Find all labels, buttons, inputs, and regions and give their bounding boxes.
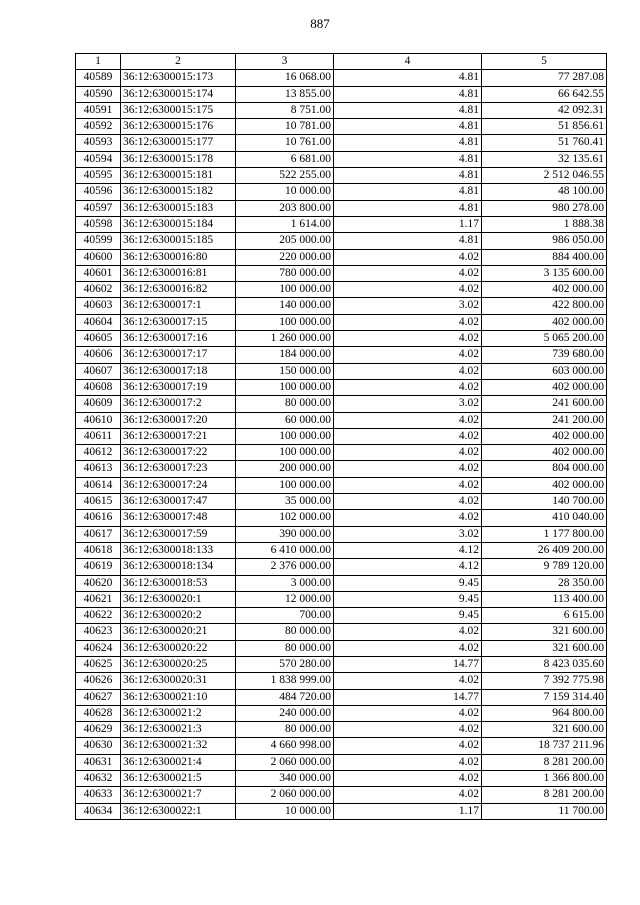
cadastral-number-cell: 36:12:6300017:15: [121, 314, 236, 330]
area-cell: 150 000.00: [236, 363, 334, 379]
table-row: [76, 86, 607, 102]
value-cell: 9 789 120.00: [482, 559, 607, 575]
table-row: [76, 477, 607, 493]
cadastral-number-cell: 36:12:6300017:48: [121, 510, 236, 526]
table-row: [76, 787, 607, 803]
cadastral-number-cell: 36:12:6300017:20: [121, 412, 236, 428]
header-cell-5: 5: [482, 54, 607, 70]
area-cell: 200 000.00: [236, 461, 334, 477]
cadastral-number-cell: 36:12:6300021:2: [121, 705, 236, 721]
table-row: [76, 233, 607, 249]
row-number-cell: 40628: [76, 705, 121, 721]
table-row: [76, 282, 607, 298]
table-row: [76, 428, 607, 444]
cadastral-number-cell: 36:12:6300015:184: [121, 216, 236, 232]
value-cell: 28 350.00: [482, 575, 607, 591]
row-number-cell: 40620: [76, 575, 121, 591]
cadastral-number-cell: 36:12:6300015:176: [121, 119, 236, 135]
rate-cell: 9.45: [334, 575, 482, 591]
table-row: [76, 298, 607, 314]
rate-cell: 4.02: [334, 510, 482, 526]
cadastral-number-cell: 36:12:6300017:18: [121, 363, 236, 379]
area-cell: 10 000.00: [236, 803, 334, 819]
cadastral-number-cell: 36:12:6300015:182: [121, 184, 236, 200]
area-cell: 80 000.00: [236, 640, 334, 656]
cadastral-number-cell: 36:12:6300020:21: [121, 624, 236, 640]
row-number-cell: 40623: [76, 624, 121, 640]
area-cell: 80 000.00: [236, 396, 334, 412]
value-cell: 8 423 035.60: [482, 656, 607, 672]
row-number-cell: 40631: [76, 754, 121, 770]
area-cell: 10 000.00: [236, 184, 334, 200]
cadastral-number-cell: 36:12:6300017:59: [121, 526, 236, 542]
rate-cell: 4.02: [334, 754, 482, 770]
row-number-cell: 40624: [76, 640, 121, 656]
row-number-cell: 40605: [76, 331, 121, 347]
cadastral-number-cell: 36:12:6300017:2: [121, 396, 236, 412]
area-cell: 570 280.00: [236, 656, 334, 672]
table-row: [76, 412, 607, 428]
table-row: [76, 754, 607, 770]
header-row: [76, 54, 607, 70]
cadastral-number-cell: 36:12:6300021:32: [121, 738, 236, 754]
row-number-cell: 40634: [76, 803, 121, 819]
row-number-cell: 40625: [76, 656, 121, 672]
cadastral-number-cell: 36:12:6300015:175: [121, 102, 236, 118]
area-cell: 100 000.00: [236, 282, 334, 298]
area-cell: 100 000.00: [236, 477, 334, 493]
row-number-cell: 40612: [76, 445, 121, 461]
header-cell-4: 4: [334, 54, 482, 70]
rate-cell: 4.02: [334, 673, 482, 689]
value-cell: 241 200.00: [482, 412, 607, 428]
table-row: [76, 591, 607, 607]
table-row: [76, 461, 607, 477]
row-number-cell: 40600: [76, 249, 121, 265]
value-cell: 980 278.00: [482, 200, 607, 216]
cadastral-number-cell: 36:12:6300016:82: [121, 282, 236, 298]
table-row: [76, 184, 607, 200]
page-number: 887: [310, 16, 330, 31]
cadastral-number-cell: 36:12:6300015:183: [121, 200, 236, 216]
cadastral-number-cell: 36:12:6300017:17: [121, 347, 236, 363]
area-cell: 100 000.00: [236, 379, 334, 395]
table-row: [76, 542, 607, 558]
rate-cell: 4.02: [334, 705, 482, 721]
table-row: [76, 249, 607, 265]
row-number-cell: 40592: [76, 119, 121, 135]
value-cell: 32 135.61: [482, 151, 607, 167]
cadastral-number-cell: 36:12:6300015:185: [121, 233, 236, 249]
rate-cell: 4.02: [334, 363, 482, 379]
rate-cell: 4.81: [334, 70, 482, 86]
value-cell: 1 888.38: [482, 216, 607, 232]
row-number-cell: 40595: [76, 168, 121, 184]
table-row: [76, 640, 607, 656]
row-number-cell: 40603: [76, 298, 121, 314]
value-cell: 804 000.00: [482, 461, 607, 477]
table-row: [76, 168, 607, 184]
area-cell: 16 068.00: [236, 70, 334, 86]
table-row: [76, 705, 607, 721]
area-cell: 100 000.00: [236, 314, 334, 330]
row-number-cell: 40596: [76, 184, 121, 200]
cadastral-number-cell: 36:12:6300017:1: [121, 298, 236, 314]
area-cell: 80 000.00: [236, 624, 334, 640]
rate-cell: 4.12: [334, 559, 482, 575]
table-row: [76, 363, 607, 379]
area-cell: 2 376 000.00: [236, 559, 334, 575]
cadastral-number-cell: 36:12:6300021:7: [121, 787, 236, 803]
cadastral-number-cell: 36:12:6300022:1: [121, 803, 236, 819]
rate-cell: 4.02: [334, 445, 482, 461]
table-row: [76, 738, 607, 754]
row-number-cell: 40617: [76, 526, 121, 542]
row-number-cell: 40630: [76, 738, 121, 754]
area-cell: 102 000.00: [236, 510, 334, 526]
cadastral-number-cell: 36:12:6300020:2: [121, 608, 236, 624]
row-number-cell: 40599: [76, 233, 121, 249]
value-cell: 986 050.00: [482, 233, 607, 249]
cadastral-number-cell: 36:12:6300015:173: [121, 70, 236, 86]
table-row: [76, 673, 607, 689]
area-cell: 1 260 000.00: [236, 331, 334, 347]
value-cell: 603 000.00: [482, 363, 607, 379]
area-cell: 1 838 999.00: [236, 673, 334, 689]
rate-cell: 4.02: [334, 314, 482, 330]
table-row: [76, 151, 607, 167]
rate-cell: 4.81: [334, 151, 482, 167]
area-cell: 13 855.00: [236, 86, 334, 102]
table-row: [76, 689, 607, 705]
value-cell: 18 737 211.96: [482, 738, 607, 754]
rate-cell: 4.81: [334, 135, 482, 151]
cadastral-number-cell: 36:12:6300021:10: [121, 689, 236, 705]
cadastral-number-cell: 36:12:6300017:23: [121, 461, 236, 477]
area-cell: 8 751.00: [236, 102, 334, 118]
rate-cell: 4.02: [334, 640, 482, 656]
cadastral-number-cell: 36:12:6300020:25: [121, 656, 236, 672]
header-cell-3: 3: [236, 54, 334, 70]
row-number-cell: 40589: [76, 70, 121, 86]
rate-cell: 4.81: [334, 119, 482, 135]
value-cell: 1 177 800.00: [482, 526, 607, 542]
rate-cell: 1.17: [334, 803, 482, 819]
rate-cell: 4.02: [334, 787, 482, 803]
table-row: [76, 119, 607, 135]
cadastral-number-cell: 36:12:6300018:134: [121, 559, 236, 575]
cadastral-number-cell: 36:12:6300015:174: [121, 86, 236, 102]
table-row: [76, 314, 607, 330]
value-cell: 66 642.55: [482, 86, 607, 102]
table-row: [76, 494, 607, 510]
row-number-cell: 40613: [76, 461, 121, 477]
cadastral-number-cell: 36:12:6300017:22: [121, 445, 236, 461]
rate-cell: 9.45: [334, 608, 482, 624]
table-row: [76, 379, 607, 395]
area-cell: 10 781.00: [236, 119, 334, 135]
table-row: [76, 70, 607, 86]
rate-cell: 4.02: [334, 428, 482, 444]
cadastral-number-cell: 36:12:6300018:133: [121, 542, 236, 558]
rate-cell: 3.02: [334, 396, 482, 412]
value-cell: 51 760.41: [482, 135, 607, 151]
row-number-cell: 40632: [76, 771, 121, 787]
rate-cell: 4.81: [334, 86, 482, 102]
rate-cell: 4.02: [334, 771, 482, 787]
rate-cell: 4.02: [334, 265, 482, 281]
cadastral-number-cell: 36:12:6300020:31: [121, 673, 236, 689]
table-row: [76, 526, 607, 542]
value-cell: 241 600.00: [482, 396, 607, 412]
value-cell: 321 600.00: [482, 640, 607, 656]
value-cell: 7 159 314.40: [482, 689, 607, 705]
row-number-cell: 40606: [76, 347, 121, 363]
cadastral-number-cell: 36:12:6300021:4: [121, 754, 236, 770]
value-cell: 7 392 775.98: [482, 673, 607, 689]
rate-cell: 4.02: [334, 461, 482, 477]
rate-cell: 4.81: [334, 184, 482, 200]
rate-cell: 4.81: [334, 102, 482, 118]
table-row: [76, 656, 607, 672]
row-number-cell: 40616: [76, 510, 121, 526]
row-number-cell: 40627: [76, 689, 121, 705]
value-cell: 51 856.61: [482, 119, 607, 135]
area-cell: 3 000.00: [236, 575, 334, 591]
value-cell: 6 615.00: [482, 608, 607, 624]
row-number-cell: 40609: [76, 396, 121, 412]
value-cell: 8 281 200.00: [482, 787, 607, 803]
rate-cell: 14.77: [334, 656, 482, 672]
row-number-cell: 40597: [76, 200, 121, 216]
value-cell: 42 092.31: [482, 102, 607, 118]
row-number-cell: 40602: [76, 282, 121, 298]
value-cell: 321 600.00: [482, 624, 607, 640]
area-cell: 60 000.00: [236, 412, 334, 428]
area-cell: 780 000.00: [236, 265, 334, 281]
value-cell: 964 800.00: [482, 705, 607, 721]
row-number-cell: 40607: [76, 363, 121, 379]
area-cell: 10 761.00: [236, 135, 334, 151]
rate-cell: 4.81: [334, 168, 482, 184]
row-number-cell: 40608: [76, 379, 121, 395]
table-row: [76, 803, 607, 819]
value-cell: 48 100.00: [482, 184, 607, 200]
cadastral-number-cell: 36:12:6300015:181: [121, 168, 236, 184]
row-number-cell: 40598: [76, 216, 121, 232]
value-cell: 321 600.00: [482, 722, 607, 738]
cadastral-number-cell: 36:12:6300015:178: [121, 151, 236, 167]
table-row: [76, 265, 607, 281]
rate-cell: 4.02: [334, 379, 482, 395]
row-number-cell: 40593: [76, 135, 121, 151]
rate-cell: 4.81: [334, 200, 482, 216]
area-cell: 35 000.00: [236, 494, 334, 510]
area-cell: 220 000.00: [236, 249, 334, 265]
cadastral-number-cell: 36:12:6300016:80: [121, 249, 236, 265]
cadastral-number-cell: 36:12:6300017:47: [121, 494, 236, 510]
rate-cell: 4.02: [334, 494, 482, 510]
cadastral-number-cell: 36:12:6300017:21: [121, 428, 236, 444]
area-cell: 100 000.00: [236, 428, 334, 444]
value-cell: 402 000.00: [482, 428, 607, 444]
table-row: [76, 624, 607, 640]
table-row: [76, 200, 607, 216]
value-cell: 422 800.00: [482, 298, 607, 314]
row-number-cell: 40626: [76, 673, 121, 689]
cadastral-number-cell: 36:12:6300021:3: [121, 722, 236, 738]
row-number-cell: 40604: [76, 314, 121, 330]
area-cell: 80 000.00: [236, 722, 334, 738]
cadastral-number-cell: 36:12:6300020:1: [121, 591, 236, 607]
cadastral-number-cell: 36:12:6300017:16: [121, 331, 236, 347]
row-number-cell: 40591: [76, 102, 121, 118]
table-row: [76, 396, 607, 412]
table-row: [76, 102, 607, 118]
rate-cell: 4.81: [334, 233, 482, 249]
header-cell-2: 2: [121, 54, 236, 70]
data-table: [75, 53, 607, 820]
rate-cell: 4.12: [334, 542, 482, 558]
table-row: [76, 608, 607, 624]
table-row: [76, 575, 607, 591]
rate-cell: 3.02: [334, 298, 482, 314]
cadastral-number-cell: 36:12:6300021:5: [121, 771, 236, 787]
table-row: [76, 216, 607, 232]
area-cell: 6 410 000.00: [236, 542, 334, 558]
row-number-cell: 40629: [76, 722, 121, 738]
cadastral-number-cell: 36:12:6300015:177: [121, 135, 236, 151]
row-number-cell: 40633: [76, 787, 121, 803]
area-cell: 1 614.00: [236, 216, 334, 232]
value-cell: 410 040.00: [482, 510, 607, 526]
rate-cell: 14.77: [334, 689, 482, 705]
rate-cell: 1.17: [334, 216, 482, 232]
rate-cell: 9.45: [334, 591, 482, 607]
value-cell: 402 000.00: [482, 379, 607, 395]
table-header: [76, 54, 607, 70]
area-cell: 340 000.00: [236, 771, 334, 787]
area-cell: 522 255.00: [236, 168, 334, 184]
cadastral-number-cell: 36:12:6300017:24: [121, 477, 236, 493]
value-cell: 739 680.00: [482, 347, 607, 363]
cadastral-number-cell: 36:12:6300018:53: [121, 575, 236, 591]
row-number-cell: 40590: [76, 86, 121, 102]
value-cell: 402 000.00: [482, 314, 607, 330]
rate-cell: 4.02: [334, 738, 482, 754]
area-cell: 2 060 000.00: [236, 787, 334, 803]
rate-cell: 4.02: [334, 331, 482, 347]
area-cell: 4 660 998.00: [236, 738, 334, 754]
row-number-cell: 40601: [76, 265, 121, 281]
table-body: [76, 70, 607, 820]
area-cell: 2 060 000.00: [236, 754, 334, 770]
area-cell: 140 000.00: [236, 298, 334, 314]
table-row: [76, 445, 607, 461]
rate-cell: 4.02: [334, 722, 482, 738]
cadastral-number-cell: 36:12:6300020:22: [121, 640, 236, 656]
cadastral-number-cell: 36:12:6300016:81: [121, 265, 236, 281]
table-row: [76, 722, 607, 738]
rate-cell: 4.02: [334, 249, 482, 265]
value-cell: 1 366 800.00: [482, 771, 607, 787]
area-cell: 240 000.00: [236, 705, 334, 721]
table-row: [76, 510, 607, 526]
value-cell: 113 400.00: [482, 591, 607, 607]
cadastral-number-cell: 36:12:6300017:19: [121, 379, 236, 395]
row-number-cell: 40610: [76, 412, 121, 428]
header-cell-1: 1: [76, 54, 121, 70]
area-cell: 6 681.00: [236, 151, 334, 167]
area-cell: 100 000.00: [236, 445, 334, 461]
row-number-cell: 40619: [76, 559, 121, 575]
value-cell: 884 400.00: [482, 249, 607, 265]
row-number-cell: 40611: [76, 428, 121, 444]
rate-cell: 3.02: [334, 526, 482, 542]
value-cell: 2 512 046.55: [482, 168, 607, 184]
value-cell: 140 700.00: [482, 494, 607, 510]
area-cell: 12 000.00: [236, 591, 334, 607]
row-number-cell: 40618: [76, 542, 121, 558]
row-number-cell: 40615: [76, 494, 121, 510]
area-cell: 203 800.00: [236, 200, 334, 216]
value-cell: 402 000.00: [482, 282, 607, 298]
rate-cell: 4.02: [334, 347, 482, 363]
value-cell: 11 700.00: [482, 803, 607, 819]
row-number-cell: 40594: [76, 151, 121, 167]
table-row: [76, 135, 607, 151]
value-cell: 402 000.00: [482, 477, 607, 493]
area-cell: 390 000.00: [236, 526, 334, 542]
table-row: [76, 771, 607, 787]
value-cell: 3 135 600.00: [482, 265, 607, 281]
value-cell: 402 000.00: [482, 445, 607, 461]
value-cell: 77 287.08: [482, 70, 607, 86]
value-cell: 8 281 200.00: [482, 754, 607, 770]
area-cell: 205 000.00: [236, 233, 334, 249]
rate-cell: 4.02: [334, 624, 482, 640]
row-number-cell: 40621: [76, 591, 121, 607]
row-number-cell: 40622: [76, 608, 121, 624]
table-row: [76, 347, 607, 363]
table-row: [76, 331, 607, 347]
area-cell: 484 720.00: [236, 689, 334, 705]
rate-cell: 4.02: [334, 412, 482, 428]
value-cell: 26 409 200.00: [482, 542, 607, 558]
rate-cell: 4.02: [334, 282, 482, 298]
area-cell: 184 000.00: [236, 347, 334, 363]
rate-cell: 4.02: [334, 477, 482, 493]
value-cell: 5 065 200.00: [482, 331, 607, 347]
row-number-cell: 40614: [76, 477, 121, 493]
table-row: [76, 559, 607, 575]
area-cell: 700.00: [236, 608, 334, 624]
